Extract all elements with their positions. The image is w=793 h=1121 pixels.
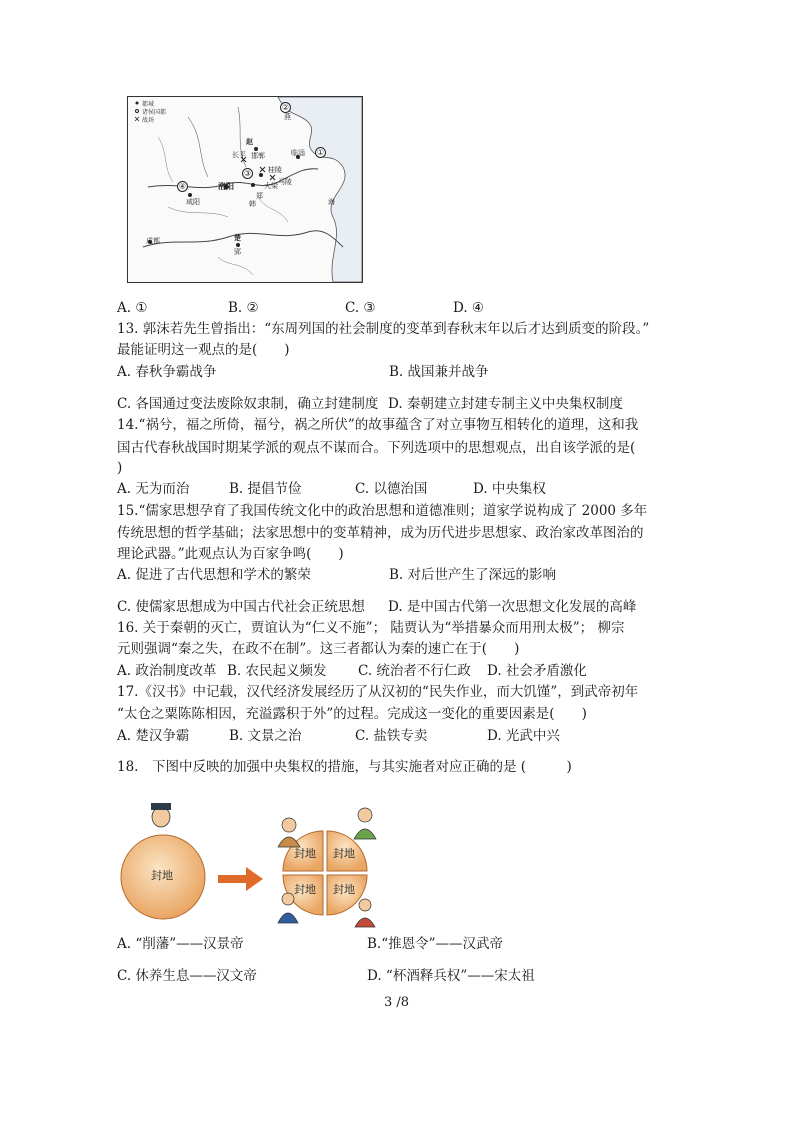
q15-option-b: B. 对后世产生了深远的影响 [389, 567, 557, 583]
q14-stem-line2: 国古代春秋战国时期某学派的观点不谋而合。下列选项中的思想观点，出自该学派的是( [117, 440, 636, 456]
map-marker-2: ② [281, 103, 290, 112]
map-label-xianyang: 咸阳 [186, 198, 200, 206]
map-label-luoyang: 洛阳 [218, 182, 234, 191]
q13-option-b: B. 战国兼并战争 [389, 364, 489, 380]
map-label-chu: 楚 [234, 234, 241, 242]
map-label-zheng: 郑 [256, 192, 263, 200]
fief-division-illustration [118, 795, 386, 930]
map-label-chengdu: 成都 [146, 237, 160, 245]
q16-stem-line1: 16. 关于秦朝的灭亡，贾谊认为“仁义不施”； 陆贾认为“举措暴众而用刑太极”； 柳宗 [117, 620, 625, 636]
map-label-ying: 郢 [234, 248, 241, 256]
q14-stem-line1: 14.“祸兮，福之所倚，福兮，祸之所伏”的故事蕴含了对立事物互相转化的道理，这和我 [117, 417, 639, 433]
q17-option-c: C. 盐铁专卖 [355, 728, 428, 744]
fief-label-3: 封地 [294, 883, 316, 896]
map-label-maling: 马陵 [278, 178, 292, 186]
q13-stem-line1: 13. 郭沫若先生曾指出：“东周列国的社会制度的变革到春秋末年以后才达到质变的阶段。” [117, 321, 650, 337]
q17-stem-line1: 17.《汉书》中记载，汉代经济发展经历了从汉初的“民失作业，而大饥馑”，到武帝初年 [117, 684, 639, 700]
q15-stem-line3: 理论武器。”此观点认为百家争鸣( ) [117, 546, 344, 562]
map-marker-4: ④ [178, 182, 187, 191]
q13-option-d: D. 秦朝建立封建专制主义中央集权制度 [388, 396, 623, 412]
map-label-han: 韩 [249, 200, 256, 208]
q18-option-c: C. 休养生息——汉文帝 [117, 968, 257, 984]
q18-option-d: D. “杯酒释兵权”——宋太祖 [367, 968, 535, 984]
map-marker-3: ③ [243, 169, 252, 178]
map-label-zhao: 赵 [246, 138, 253, 146]
q14-option-c: C. 以德治国 [355, 481, 428, 497]
q18-option-a: A. “削藩”——汉景帝 [117, 936, 244, 952]
q16-option-b: B. 农民起义频发 [227, 663, 327, 679]
map-label-guiling: 桂陵 [268, 166, 282, 174]
map-label-daliang: 大梁 [264, 182, 278, 190]
map-legend [142, 101, 166, 125]
map-marker-1: ① [316, 148, 325, 157]
map-label-linzi: 临淄 [291, 149, 305, 157]
q13-option-c: C. 各国通过变法废除奴隶制，确立封建制度 [117, 396, 379, 412]
q12-option-b: B. ② [228, 300, 259, 316]
fief-label-2: 封地 [333, 847, 355, 860]
q15-stem-line1: 15.“儒家思想孕育了我国传统文化中的政治思想和道德准则；道家学说构成了 2000 多年 [117, 503, 648, 519]
q15-stem-line2: 传统思想的哲学基础；法家思想中的变革精神，成为历代进步思想家、政治家改革图治的 [117, 525, 644, 541]
q18-stem: 18. 下图中反映的加强中央集权的措施，与其实施者对应正确的是 ( ) [117, 759, 572, 775]
fief-drawing [118, 795, 386, 930]
q16-option-a: A. 政治制度改革 [117, 663, 217, 679]
fief-label-4: 封地 [333, 883, 355, 896]
map-label-sea: 海 [328, 198, 335, 206]
page-number: 3 /8 [383, 995, 410, 1010]
legend-battlefield: 战场 [142, 117, 155, 124]
q14-option-b: B. 提倡节俭 [229, 481, 302, 497]
fief-label-1: 封地 [294, 847, 316, 860]
q13-option-a: A. 春秋争霸战争 [117, 364, 217, 380]
q13-stem-line2: 最能证明这一观点的是( ) [117, 342, 290, 358]
q17-stem-line2: “太仓之粟陈陈相因，充溢露积于外”的过程。完成这一变化的重要因素是( ) [117, 706, 587, 722]
legend-capital: 都城 [142, 101, 155, 108]
q14-stem-line3: ) [117, 460, 123, 476]
q15-option-a: A. 促进了古代思想和学术的繁荣 [117, 567, 311, 583]
q14-option-d: D. 中央集权 [473, 481, 546, 497]
q16-option-d: D. 社会矛盾激化 [487, 663, 587, 679]
q17-option-d: D. 光武中兴 [487, 728, 560, 744]
map-label-changping: 长平 [232, 151, 246, 159]
q12-option-d: D. ④ [453, 300, 485, 316]
warring-states-map [127, 96, 363, 283]
map-label-handan: 邯郸 [251, 152, 265, 160]
q14-option-a: A. 无为而治 [117, 481, 190, 497]
q17-option-b: B. 文景之治 [229, 728, 302, 744]
map-label-yan: 燕 [284, 113, 291, 121]
legend-vassal-capital: 诸侯国都 [142, 109, 167, 116]
q18-option-b: B.“推恩令”——汉武帝 [367, 936, 504, 952]
q12-option-a: A. ① [117, 300, 148, 316]
q15-option-d: D. 是中国古代第一次思想文化发展的高峰 [388, 599, 637, 615]
q17-option-a: A. 楚汉争霸 [117, 728, 190, 744]
fief-label-whole: 封地 [151, 869, 173, 882]
q16-stem-line2: 元则强调“秦之失，在政不在制”。这三者都认为秦的速亡在于( ) [117, 641, 520, 657]
q15-option-c: C. 使儒家思想成为中国古代社会正统思想 [117, 599, 365, 615]
q12-option-c: C. ③ [345, 300, 376, 316]
q16-option-c: C. 统治者不行仁政 [358, 663, 471, 679]
